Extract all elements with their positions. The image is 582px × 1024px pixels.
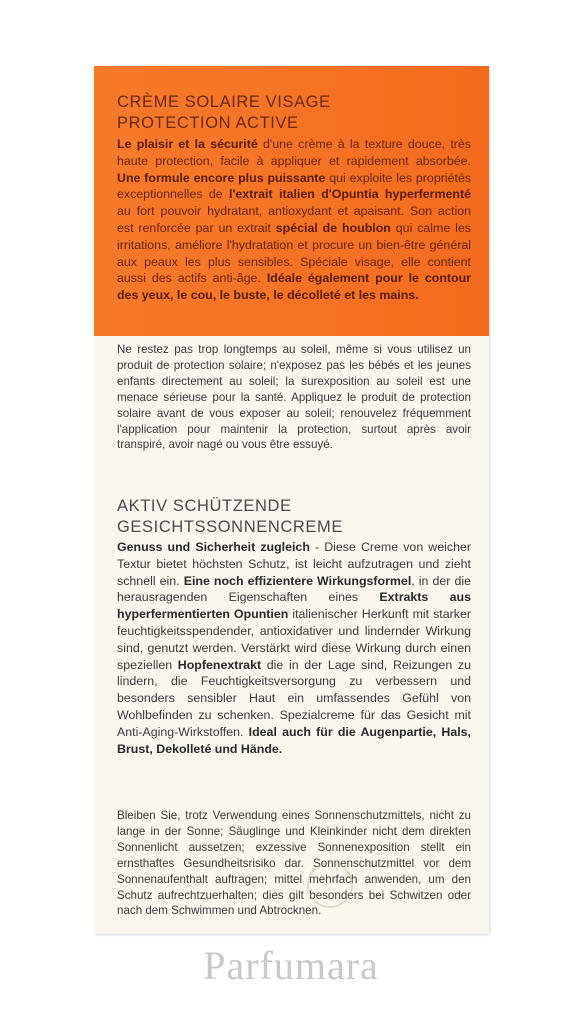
french-title-line1: CRÈME SOLAIRE VISAGE [117, 93, 331, 111]
de-bold-4: Hopfenextrakt [177, 657, 262, 672]
german-description [117, 539, 471, 757]
fr-text-1: d'une crème à la texture douce, très haute protection, facile à appliquer et rapidement absorbée. [117, 137, 471, 168]
de-text-3: italienischer Herkunft mit starker feuchtigkeitsspendender, antioxidativer und lindernder Wirkung sind, genutzt werden. Verstärkt wird diese Wirkung durch einen speziellen [117, 607, 471, 672]
fr-bold-5: Idéale également pour le contour des yeux, le cou, le buste, le décolleté et les mains. [117, 271, 471, 303]
watermark-seal-icon [307, 862, 353, 908]
de-bold-5: Ideal auch für die Augenpartie, Hals, Brust, Dekolleté und Hände. [117, 724, 471, 756]
de-text-4: die in der Lage sind, Reizungen zu lindern, die Feuchtigkeitsversorgung zu verbessern und besonders sensibler Haut ein umfassendes Gefühl von Wohlbefinden zu schenken. Spezialcreme für das Gesicht mit Anti-Aging-Wirkstoffen. [117, 657, 471, 739]
german-title [117, 496, 477, 538]
fr-text-4: qui calme les irritations, améliore l'hydratation et procure un bien-être général aux peaux les plus sensibles. Spéciale visage, elle contient aussi des actifs anti-âge. [117, 220, 471, 286]
french-warning: Ne restez pas trop longtemps au soleil, même si vous utilisez un produit de protection solaire; n'exposez pas les bébés et les jeunes enfants directement au soleil; la surexposition au soleil est une menace sérieuse pour la santé. Appliquez le produit de protection solaire avant de vous exposer au soleil; renouvelez fréquemment l'application pour maintenir la protection, surtout après avoir transpiré, avoir nagé ou vous être essuyé. [117, 343, 471, 452]
de-bold-1: Genuss und Sicherheit zugleich [117, 540, 310, 554]
german-title-line2: GESICHTSSONNENCREME [117, 518, 343, 536]
german-title-line1: AKTIV SCHÜTZENDE [117, 497, 292, 515]
orange-band [94, 66, 489, 336]
fr-text-3: au fort pouvoir hydratant, antioxydant et apaisant. Son action est renforcée par un extrait [117, 204, 471, 235]
product-box-panel [94, 66, 489, 934]
french-description [117, 136, 471, 304]
german-warning: Bleiben Sie, trotz Verwendung eines Sonnenschutzmittels, nicht zu lange in der Sonne; Säuglinge und Kleinkinder nicht dem direkten Sonnenlicht aussetzen; exzessive Sonnenexposition stellt ein ernsthaftes Gesundheitsrisiko dar. Sonnenschutzmittel vor dem Sonnenaufenthalt auftragen; mittel mehrfach anwenden, um den Schutz aufrechtzuerhalten; dies gilt besonders bei Schwitzen oder nach dem Schwimmen und Abtrocknen. [117, 809, 471, 918]
fr-bold-1: Le plaisir et la sécurité [117, 137, 258, 151]
french-title-line2: PROTECTION ACTIVE [117, 114, 299, 132]
fr-bold-2: Une formule encore plus puissante [117, 170, 326, 185]
fr-text-2: qui exploite les propriétés exceptionnelles de [117, 170, 472, 202]
fr-bold-3: l'extrait italien d'Opuntia hyperfermenté [229, 187, 471, 202]
de-bold-3: Extrakts aus hyperfermentierten Opuntien [117, 590, 471, 622]
de-text-1: - Diese Creme von weicher Textur bietet höchsten Schutz, ist leicht aufzutragen und zieht schnell ein. [117, 540, 471, 588]
de-text-2: , in der die herausragenden Eigenschaften eines [117, 573, 472, 605]
watermark-logo: Parfumara [203, 943, 379, 988]
de-bold-2: Eine noch effizientere Wirkungsformel [183, 573, 412, 588]
french-title [117, 92, 477, 134]
fr-bold-4: spécial de houblon [275, 220, 391, 235]
